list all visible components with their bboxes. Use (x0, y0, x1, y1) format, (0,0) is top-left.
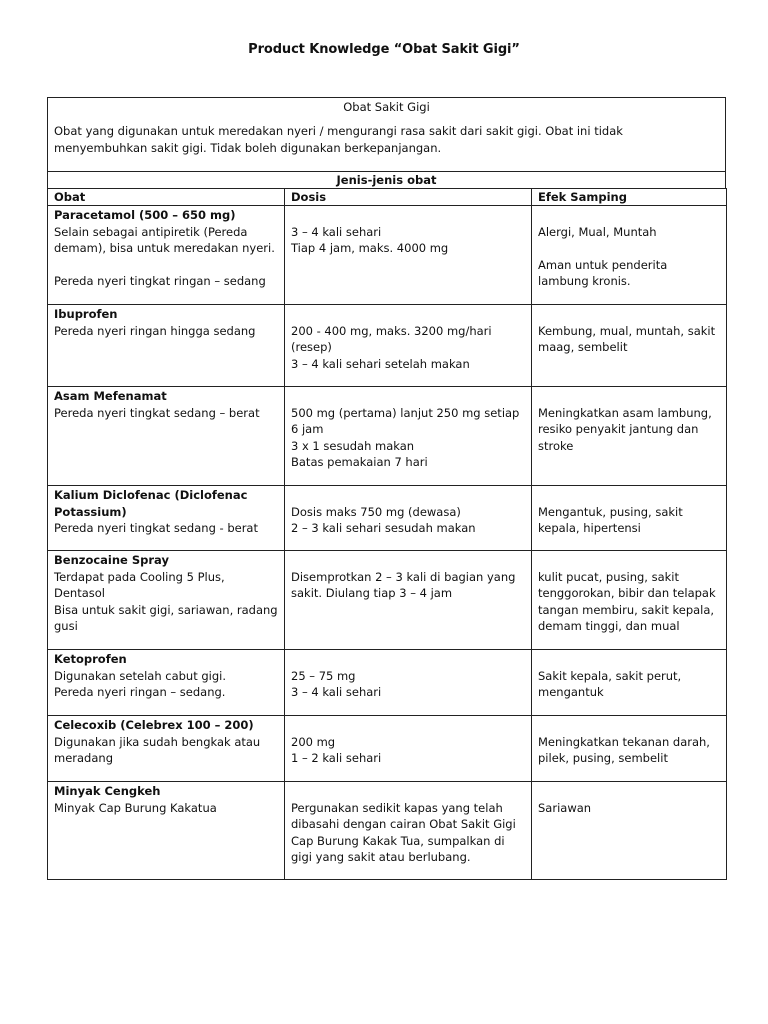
efek-text: Mengantuk, pusing, sakit kepala, hipertensi (538, 504, 683, 536)
dosis-text: 25 – 75 mg (291, 668, 356, 683)
dosis-cell (285, 305, 532, 387)
obat-description: Pereda nyeri tingkat ringan – sedang (54, 274, 266, 289)
dosis-text: 3 – 4 kali sehari (291, 224, 382, 239)
dosis-text: 1 – 2 kali sehari (291, 751, 382, 766)
obat-description: Selain sebagai antipiretik (Pereda demam), bisa untuk meredakan nyeri. (54, 224, 275, 256)
intro-heading: Obat Sakit Gigi (343, 100, 430, 114)
efek-cell (532, 551, 727, 650)
document-title: Product Knowledge “Obat Sakit Gigi” (248, 42, 520, 57)
table-row (48, 206, 727, 305)
dosis-text: 3 – 4 kali sehari (291, 685, 382, 700)
drug-name: Ibuprofen (54, 307, 118, 322)
efek-cell (532, 387, 727, 486)
drug-name: Paracetamol (500 – 650 mg) (54, 208, 236, 223)
drug-name: Kalium Diclofenac (Diclofenac Potassium) (54, 488, 248, 519)
dosis-cell (285, 782, 532, 880)
column-header-obat: Obat (48, 189, 285, 206)
dosis-text: 3 – 4 kali sehari setelah makan (291, 356, 470, 371)
efek-text: Sakit kepala, sakit perut, mengantuk (538, 668, 682, 700)
efek-text: Meningkatkan tekanan darah, pilek, pusing, sembelit (538, 734, 710, 766)
table-row (48, 305, 727, 387)
table-row (48, 650, 727, 716)
obat-description: Pereda nyeri tingkat sedang – berat (54, 405, 260, 420)
dosis-cell (285, 206, 532, 305)
obat-cell (48, 716, 285, 782)
efek-cell (532, 206, 727, 305)
efek-text: Kembung, mual, muntah, sakit maag, sembelit (538, 323, 716, 355)
column-header-dosis: Dosis (285, 189, 532, 206)
drug-name: Ketoprofen (54, 652, 127, 667)
obat-description: Bisa untuk sakit gigi, sariawan, radang gusi (54, 602, 278, 634)
efek-cell (532, 716, 727, 782)
dosis-text: 2 – 3 kali sehari sesudah makan (291, 521, 476, 536)
efek-text: Aman untuk penderita lambung kronis. (538, 257, 668, 288)
dosis-text: 500 mg (pertama) lanjut 250 mg setiap 6 jam (291, 405, 520, 437)
efek-text: Alergi, Mual, Muntah (538, 224, 657, 239)
dosis-text: Tiap 4 jam, maks. 4000 mg (291, 241, 449, 256)
table-row (48, 551, 727, 650)
dosis-cell (285, 486, 532, 551)
obat-description: Pereda nyeri tingkat sedang - berat (54, 521, 258, 536)
obat-description: Minyak Cap Burung Kakatua (54, 800, 217, 815)
obat-description: Terdapat pada Cooling 5 Plus, Dentasol (54, 569, 225, 601)
table-row (48, 387, 727, 486)
table-row (48, 486, 727, 551)
obat-cell (48, 206, 285, 305)
dosis-text: Dosis maks 750 mg (dewasa) (291, 504, 461, 519)
obat-description: Digunakan jika sudah bengkak atau meradang (54, 734, 261, 766)
dosis-text: Batas pemakaian 7 hari (291, 455, 428, 470)
obat-description: Pereda nyeri ringan hingga sedang (54, 323, 256, 338)
efek-text: Meningkatkan asam lambung, resiko penyakit jantung dan stroke (538, 405, 712, 453)
efek-cell (532, 650, 727, 716)
section-heading: Jenis-jenis obat (47, 172, 726, 189)
drug-name: Celecoxib (Celebrex 100 – 200) (54, 718, 254, 733)
dosis-cell (285, 650, 532, 716)
intro-box (47, 97, 726, 172)
drug-name: Benzocaine Spray (54, 553, 169, 568)
table-row (48, 782, 727, 880)
obat-cell (48, 551, 285, 650)
efek-cell (532, 305, 727, 387)
obat-cell (48, 305, 285, 387)
obat-cell (48, 486, 285, 551)
table-row (48, 716, 727, 782)
efek-text: Sariawan (538, 800, 592, 815)
column-header-efek: Efek Samping (532, 189, 727, 206)
drug-name: Minyak Cengkeh (54, 784, 161, 799)
dosis-cell (285, 716, 532, 782)
obat-description: Digunakan setelah cabut gigi. (54, 668, 227, 683)
dosis-cell (285, 551, 532, 650)
intro-text: Obat yang digunakan untuk meredakan nyeri / mengurangi rasa sakit dari sakit gigi. Obat ini tidak menyembuhkan sakit gigi. Tidak boleh digunakan berkepanjangan. (54, 124, 623, 155)
drug-name: Asam Mefenamat (54, 389, 167, 404)
dosis-cell (285, 387, 532, 486)
efek-text: kulit pucat, pusing, sakit tenggorokan, bibir dan telapak tangan membiru, sakit kepala, demam tinggi, dan mual (538, 569, 716, 634)
efek-cell (532, 486, 727, 551)
dosis-text: 3 x 1 sesudah makan (291, 438, 415, 453)
dosis-text: Pergunakan sedikit kapas yang telah dibasahi dengan cairan Obat Sakit Gigi Cap Burung Kakak Tua, sumpalkan di gigi yang sakit atau berlubang. (291, 800, 516, 865)
obat-description: Pereda nyeri ringan – sedang. (54, 685, 226, 700)
obat-cell (48, 387, 285, 486)
obat-cell (48, 650, 285, 716)
efek-cell (532, 782, 727, 880)
table-header-row (48, 189, 727, 206)
obat-cell (48, 782, 285, 880)
dosis-text: 200 mg (291, 734, 336, 749)
dosis-text: Disemprotkan 2 – 3 kali di bagian yang sakit. Diulang tiap 3 – 4 jam (291, 569, 516, 601)
dosis-text: 200 - 400 mg, maks. 3200 mg/hari (resep) (291, 323, 492, 355)
drug-table (47, 188, 727, 880)
